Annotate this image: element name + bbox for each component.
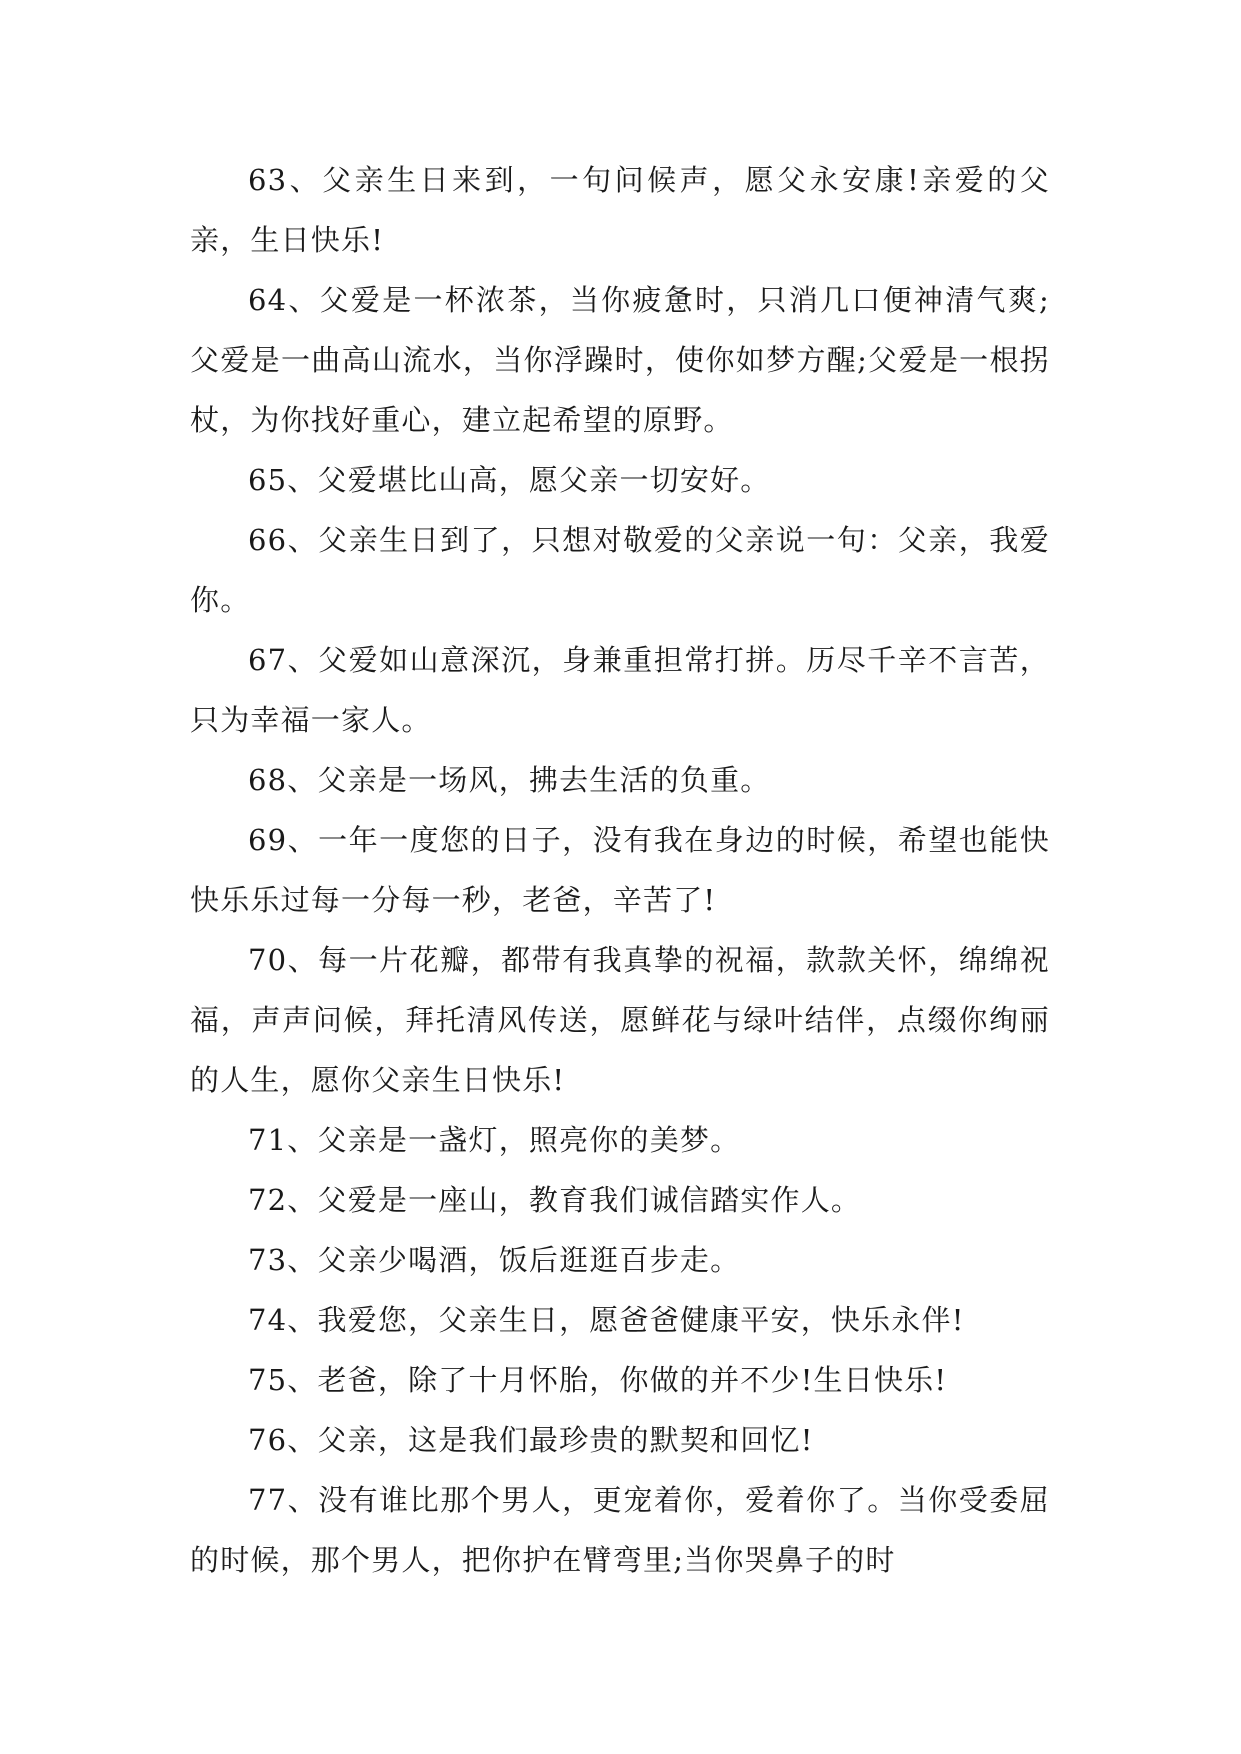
document-page [190,150,1050,1590]
paragraph-76: 76、父亲，这是我们最珍贵的默契和回忆! [248,1423,814,1457]
paragraph-70: 70、每一片花瓣，都带有我真挚的祝福，款款关怀，绵绵祝福，声声问候，拜托清风传送，愿鲜花与绿叶结伴，点缀你绚丽的人生，愿你父亲生日快乐! [190,943,1050,1097]
paragraph-72: 72、父爱是一座山，教育我们诚信踏实作人。 [248,1183,862,1217]
paragraph-66: 66、父亲生日到了，只想对敬爱的父亲说一句：父亲，我爱你。 [190,523,1050,617]
paragraph-73: 73、父亲少喝酒，饭后逛逛百步走。 [248,1243,741,1277]
paragraph-68: 68、父亲是一场风，拂去生活的负重。 [248,763,771,797]
paragraph-75: 75、老爸，除了十月怀胎，你做的并不少!生日快乐! [248,1363,948,1397]
paragraph-65: 65、父爱堪比山高，愿父亲一切安好。 [248,463,771,497]
paragraph-67: 67、父爱如山意深沉，身兼重担常打拼。历尽千辛不言苦，只为幸福一家人。 [190,643,1050,737]
paragraph-77: 77、没有谁比那个男人，更宠着你，爱着你了。当你受委屈的时候，那个男人，把你护在臂弯里;当你哭鼻子的时 [190,1483,1050,1577]
paragraph-71: 71、父亲是一盏灯，照亮你的美梦。 [248,1123,741,1157]
paragraph-63: 63、父亲生日来到，一句问候声，愿父永安康!亲爱的父亲，生日快乐! [190,163,1050,257]
paragraph-64: 64、父爱是一杯浓茶，当你疲惫时，只消几口便神清气爽;父爱是一曲高山流水，当你浮躁时，使你如梦方醒;父爱是一根拐杖，为你找好重心，建立起希望的原野。 [190,283,1050,437]
paragraph-69: 69、一年一度您的日子，没有我在身边的时候，希望也能快快乐乐过每一分每一秒，老爸，辛苦了! [190,823,1050,917]
paragraph-74: 74、我爱您，父亲生日，愿爸爸健康平安，快乐永伴! [248,1303,965,1337]
